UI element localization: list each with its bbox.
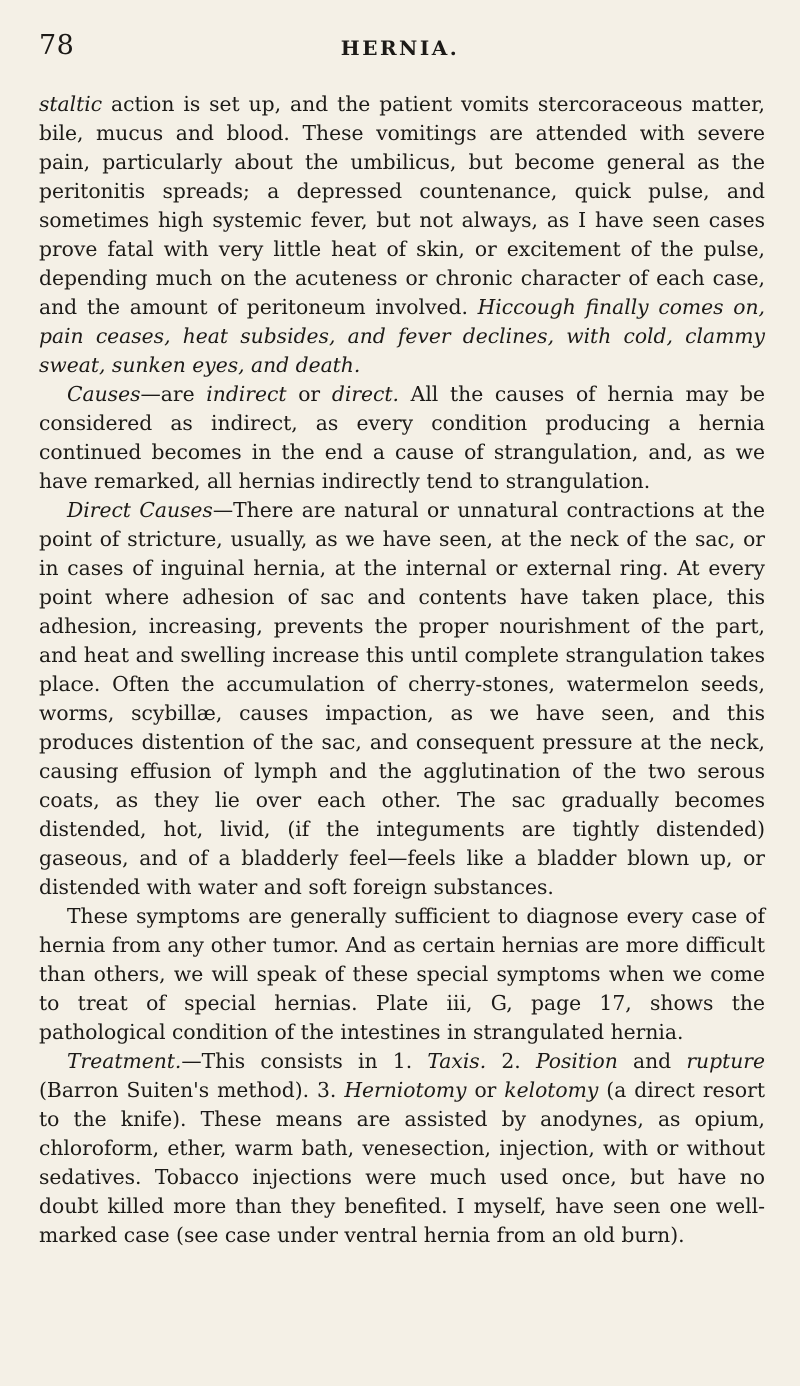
paragraph	[39, 1047, 765, 1250]
italic-text: Treatment.	[67, 1049, 182, 1073]
italic-text: Causes	[67, 382, 141, 406]
italic-text: kelotomy	[504, 1078, 599, 1102]
paragraph	[39, 496, 765, 902]
running-head: HERNIA.	[340, 36, 460, 60]
paragraph	[39, 90, 765, 380]
text-run: and	[617, 1049, 687, 1073]
paragraph	[39, 380, 765, 496]
text-run: —are	[140, 382, 207, 406]
text-run: —There are natural or unnatural contractions at the point of stricture, usually, as we have seen, at the neck of the sac, or in cases of inguinal hernia, at the internal or external ring. At every point where adhesion of sac and contents have taken place, this adhesion, increasing, prevents the proper nourishment of the part, and heat and swelling increase this until complete strangulation takes place. Often the accumulation of cherry-stones, watermelon seeds, worms, scybillæ, causes impaction, as we have seen, and this produces distention of the sac, and consequent pressure at the neck, causing effusion of lymph and the agglutination of the two serous coats, as they lie over each other. The sac gradually becomes distended, hot, livid, (if the integuments are tightly distended) gaseous, and of a bladderly feel—feels like a bladder blown up, or distended with water and soft foreign substances.	[39, 498, 765, 899]
text-run: These symptoms are generally sufficient to diagnose every case of hernia from any other tumor. And as certain hernias are more difficult than others, we will speak of these special symptoms when we come to treat of special hernias. Plate iii, G, page 17, shows the pathological condition of the intestines in strangulated hernia.	[39, 904, 765, 1044]
italic-text: Position	[535, 1049, 618, 1073]
text-run: 2.	[486, 1049, 536, 1073]
text-run: All the causes of hernia may be considered as indirect, as every condition producing a hernia continued becomes in the end a cause of strangulation, and, as we have remarked, all hernias indirectly tend to strangulation.	[39, 382, 765, 493]
italic-text: Hiccough finally comes on, pain ceases, heat subsides, and fever declines, with cold, clammy sweat, sunken eyes, and death.	[39, 295, 765, 377]
page-number: 78	[39, 30, 75, 61]
italic-text: staltic	[39, 92, 103, 116]
text-run: (a direct resort to the knife). These means are assisted by anodynes, as opium, chloroform, ether, warm bath, venesection, injection, with or without sedatives. Tobacco injections were much used once, but have no doubt killed more than they benefited. I myself, have seen one well-marked case (see case under ventral hernia from an old burn).	[39, 1078, 765, 1247]
text-run: —This consists in 1.	[181, 1049, 428, 1073]
italic-text: direct.	[331, 382, 399, 406]
page-header	[39, 30, 761, 74]
italic-text: indirect	[206, 382, 287, 406]
italic-text: Taxis.	[427, 1049, 487, 1073]
paragraph	[39, 902, 765, 1047]
text-run: or	[466, 1078, 505, 1102]
text-run: action is set up, and the patient vomits stercoraceous matter, bile, mucus and blood. These vomitings are attended with severe pain, particularly about the umbilicus, but become general as the peritonitis spreads; a depressed countenance, quick pulse, and sometimes high systemic fever, but not always, as I have seen cases prove fatal with very little heat of skin, or excitement of the pulse, depending much on the acuteness or chronic character of each case, and the amount of peritoneum involved.	[39, 92, 765, 319]
text-run: or	[286, 382, 332, 406]
italic-text: Direct Causes	[67, 498, 213, 522]
text-run: (Barron Suiten's method). 3.	[39, 1078, 345, 1102]
body-text	[39, 90, 765, 1250]
italic-text: rupture	[686, 1049, 765, 1073]
italic-text: Herniotomy	[344, 1078, 467, 1102]
